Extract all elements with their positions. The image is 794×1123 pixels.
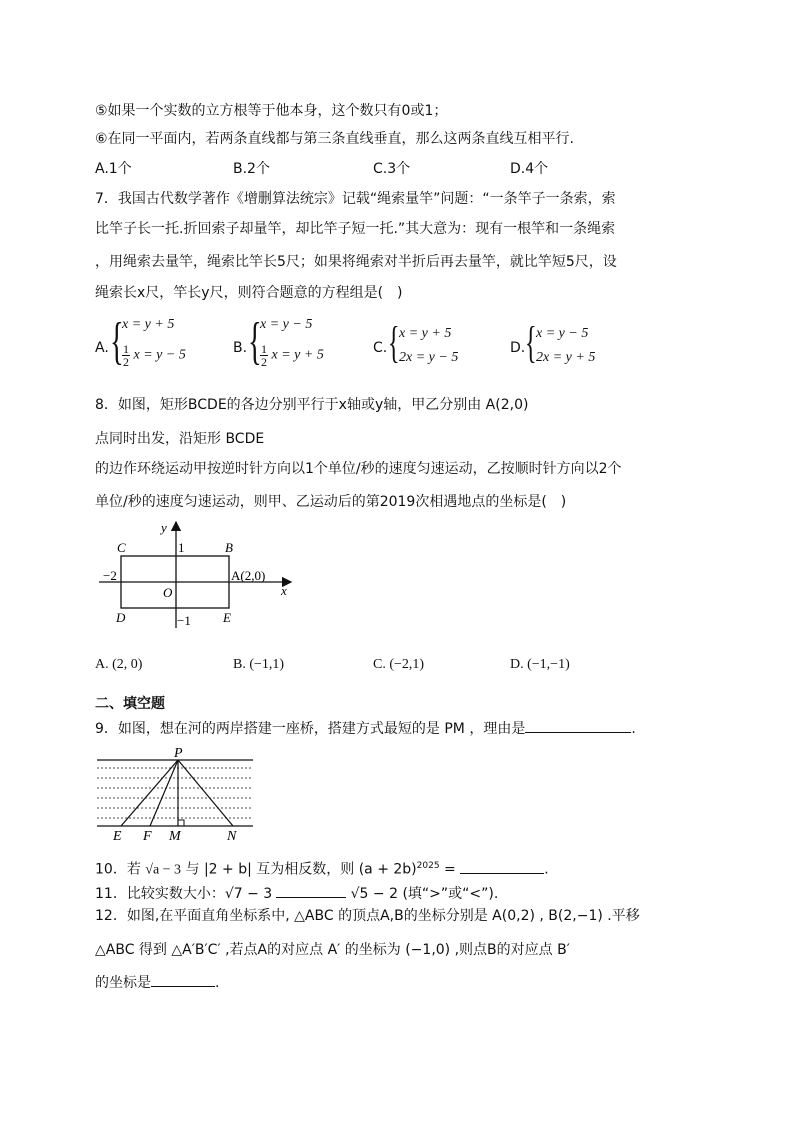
q9-figure [95,746,257,842]
q8-line-3: 的边作环绕运动甲按逆时针方向以1个单位/秒的速度匀速运动，乙按顺时针方向以2个 [95,461,622,477]
q6-option-b: B.2个 [233,161,270,177]
label-x: x [281,583,287,598]
q7-line-4: 绳索长x尺，竿长y尺，则符合题意的方程组是( ) [95,285,403,301]
tick-minus-2: −2 [103,568,117,583]
label-b: B [225,540,233,555]
section-title: 二、填空题 [95,696,165,712]
tick-minus-1: −1 [177,613,191,628]
q8-line-2: 点同时出发，沿矩形 BCDE [95,431,265,447]
q12-answer-blank[interactable] [151,972,215,987]
label-m: M [169,829,181,842]
label-f: F [143,829,152,842]
q7-line-3: ，用绳索去量竿，绳索比竿长5尺；如果将绳索对半折后再去量竿，就比竿短5尺，设 [95,254,617,270]
q10-answer-blank[interactable] [460,859,544,874]
q9-answer-blank[interactable] [525,718,631,733]
q11-line: 11．比较实数大小：√7 − 3 √5 − 2 (填“>”或“<”). [95,883,498,904]
q8-option-a: A. (2, 0) [95,657,143,672]
q11-answer-blank[interactable] [276,883,346,898]
q12-line-3: 的坐标是 . [95,972,219,993]
q12-line-1: 12．如图,在平面直角坐标系中, △ABC 的顶点A,B的坐标分别是 A(0,2) , B(2,−1) .平移 [95,908,640,924]
q8-option-c: C. (−2,1) [373,657,425,672]
statement-5: ⑤如果一个实数的立方根等于他本身，这个数只有0或1； [95,103,448,119]
statement-6: ⑥在同一平面内，若两条直线都与第三条直线垂直，那么这两条直线互相平行. [95,131,574,147]
q6-option-c: C.3个 [373,161,411,177]
q12-line-2: △ABC 得到 △A′B′C′ ,若点A的对应点 A′ 的坐标为 (−1,0) ,则点B的对应点 B′ [95,942,570,958]
q8-option-b: B. (−1,1) [233,657,285,672]
q8-line-4: 单位/秒的速度匀速运动，则甲、乙运动后的第2019次相遇地点的坐标是( ) [95,494,567,510]
label-o: O [163,585,173,600]
label-c: C [117,540,126,555]
tick-1: 1 [178,540,185,555]
q8-line-1: 8．如图，矩形BCDE的各边分别平行于x轴或y轴，甲乙分别由 A(2,0) [95,397,529,413]
label-p: P [174,746,183,761]
q6-option-a: A.1个 [95,161,132,177]
q9-line: 9．如图，想在河的两岸搭建一座桥，搭建方式最短的是 PM ，理由是 . [95,718,636,739]
q6-option-d: D.4个 [510,161,549,177]
q10-line: 10．若 √a − 3 与 |2 + b| 互为相反数，则 $(a + 2b)^{2025}$ = . [95,856,549,881]
q8-figure [95,518,305,630]
label-n: N [227,829,237,842]
q8-option-d: D. (−1,−1) [510,657,570,672]
q7-line-1: 7．我国古代数学著作《增删算法统宗》记载“绳索量竿”问题：“一条竿子一条索，索 [95,191,616,207]
label-e: E [223,610,231,625]
label-y: y [161,520,167,535]
label-d: D [116,610,126,625]
label-e9: E [113,829,122,842]
label-a: A(2,0) [231,568,266,583]
q7-line-2: 比竿子长一托.折回索子却量竿，却比竿子短一托.”其大意为：现有一根竿和一条绳索 [95,221,616,237]
